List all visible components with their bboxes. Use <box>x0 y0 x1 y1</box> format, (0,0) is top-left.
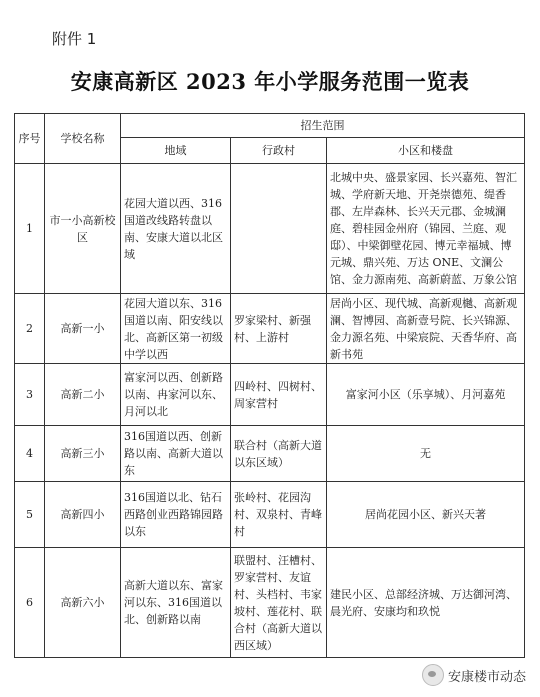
row-community: 富家河小区（乐享城）、月河嘉苑 <box>327 364 525 426</box>
row-no: 2 <box>15 294 45 364</box>
table-row <box>15 548 525 658</box>
table-row <box>15 426 525 482</box>
watermark-text: 安康楼市动态 <box>447 669 526 685</box>
watermark <box>422 664 526 686</box>
row-area: 316国道以北、钻石西路创业西路锦园路以东 <box>121 482 231 548</box>
attachment-label: 附件 1 <box>52 30 97 48</box>
row-no: 3 <box>15 364 45 426</box>
row-area: 花园大道以东、316国道以南、阳安线以北、高新区第一初级中学以西 <box>121 294 231 364</box>
row-community: 居尚小区、现代城、高新观樾、高新观澜、智博园、高新壹号院、长兴锦源、金力源名苑、中梁宸院、天香华府、高新书苑 <box>327 294 525 364</box>
row-no: 5 <box>15 482 45 548</box>
table-row <box>15 164 525 294</box>
row-area: 富家河以西、创新路以南、冉家河以东、月河以北 <box>121 364 231 426</box>
row-no: 4 <box>15 426 45 482</box>
table-row <box>15 364 525 426</box>
row-village: 联盟村、汪槽村、罗家营村、友谊村、头档村、韦家坡村、莲花村、联合村（高新大道以西区域） <box>231 548 327 658</box>
row-no: 6 <box>15 548 45 658</box>
row-village: 罗家梁村、新强村、上游村 <box>231 294 327 364</box>
header-area: 地域 <box>121 138 231 164</box>
row-village: 张岭村、花园沟村、双泉村、青峰村 <box>231 482 327 548</box>
wechat-logo-icon <box>422 664 444 686</box>
row-school: 高新四小 <box>45 482 121 548</box>
service-table <box>14 113 525 658</box>
row-area: 316国道以西、创新路以南、高新大道以东 <box>121 426 231 482</box>
row-area: 高新大道以东、富家河以东、316国道以北、创新路以南 <box>121 548 231 658</box>
header-village: 行政村 <box>231 138 327 164</box>
header-scope: 招生范围 <box>121 114 525 138</box>
row-community: 北城中央、盛景家园、长兴嘉苑、智汇城、学府新天地、开尧崇德苑、缇香郡、左岸森林、长兴天元郡、金城澜庭、碧桂园金州府（锦园、兰庭、观邸）、中梁御壁花园、博元幸福城、博元城、鼎兴苑、万达 ONE、文澜公馆、金力源南苑、高新蔚蓝、万象公馆 <box>327 164 525 294</box>
row-community: 建民小区、总部经济城、万达御河湾、晨光府、安康均和玖悦 <box>327 548 525 658</box>
row-village: 联合村（高新大道以东区域） <box>231 426 327 482</box>
header-school: 学校名称 <box>45 114 121 164</box>
row-school: 高新一小 <box>45 294 121 364</box>
page-title: 安康高新区 2023 年小学服务范围一览表 <box>70 69 470 94</box>
row-village <box>231 164 327 294</box>
row-community: 无 <box>327 426 525 482</box>
row-school: 高新六小 <box>45 548 121 658</box>
row-village: 四岭村、四树村、周家营村 <box>231 364 327 426</box>
row-school: 高新二小 <box>45 364 121 426</box>
row-school: 市一小高新校区 <box>45 164 121 294</box>
header-no: 序号 <box>15 114 45 164</box>
row-area: 花园大道以西、316国道改线路转盘以南、安康大道以北区域 <box>121 164 231 294</box>
row-school: 高新三小 <box>45 426 121 482</box>
row-no: 1 <box>15 164 45 294</box>
table-row <box>15 482 525 548</box>
header-community: 小区和楼盘 <box>327 138 525 164</box>
table-row <box>15 294 525 364</box>
row-community: 居尚花园小区、新兴天著 <box>327 482 525 548</box>
